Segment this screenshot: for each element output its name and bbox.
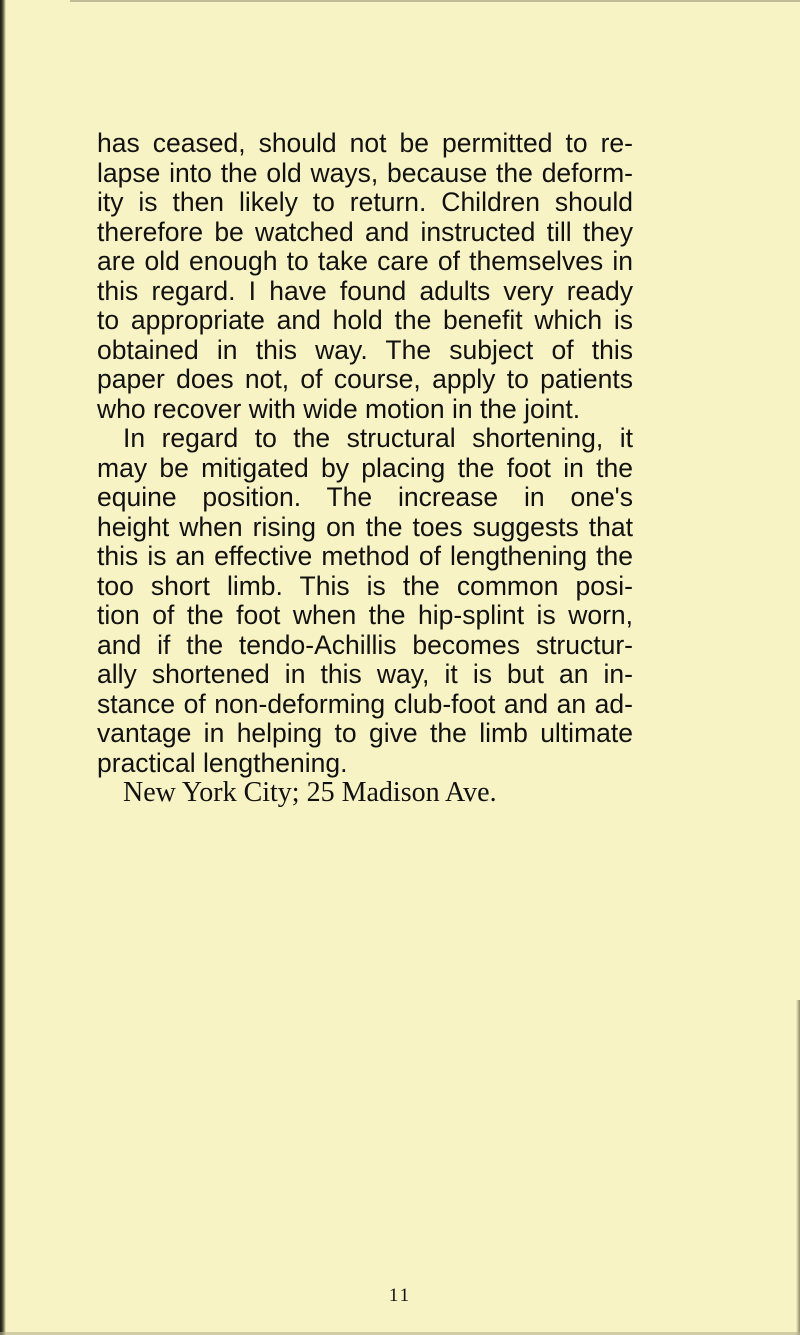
text-line: therefore be watched and instructed till they [97, 216, 633, 247]
text-line: In regard to the structural shortening, it [123, 423, 633, 453]
text-line: this regard. I have found adults very ready [97, 275, 633, 306]
text-line: who recover with wide motion in the joint. [97, 393, 581, 424]
top-edge-line [70, 0, 800, 2]
text-line: stance of non-deforming club-foot and an ad- [97, 688, 633, 719]
page-number: 11 [388, 1285, 412, 1306]
text-line: ity is then likely to return. Children should [97, 187, 633, 217]
text-line: ally shortened in this way, it is but an in- [97, 659, 633, 689]
body-text [97, 129, 633, 808]
text-line: practical lengthening. [97, 747, 348, 778]
text-line: and if the tendo-Achillis becomes structur- [97, 629, 633, 660]
text-line: too short limb. This is the common posi- [97, 570, 633, 601]
text-line: obtained in this way. The subject of this [97, 334, 633, 365]
text-line: may be mitigated by placing the foot in the [97, 452, 633, 483]
author-address: New York City; 25 Madison Ave. [123, 777, 497, 808]
text-line: to appropriate and hold the benefit which is [97, 305, 633, 335]
text-line: are old enough to take care of themselves in [97, 246, 633, 276]
text-line: height when rising on the toes suggests that [97, 511, 633, 542]
text-line: equine position. The increase in one's [97, 482, 633, 512]
text-line: vantage in helping to give the limb ultimate [97, 718, 633, 748]
text-line: tion of the foot when the hip-splint is worn, [97, 600, 633, 630]
text-line: has ceased, should not be permitted to re- [97, 128, 633, 158]
text-line: this is an effective method of lengthening the [97, 541, 633, 571]
text-line: paper does not, of course, apply to patients [97, 364, 633, 394]
text-line: lapse into the old ways, because the deform- [97, 157, 633, 188]
binding-edge [0, 0, 6, 1335]
